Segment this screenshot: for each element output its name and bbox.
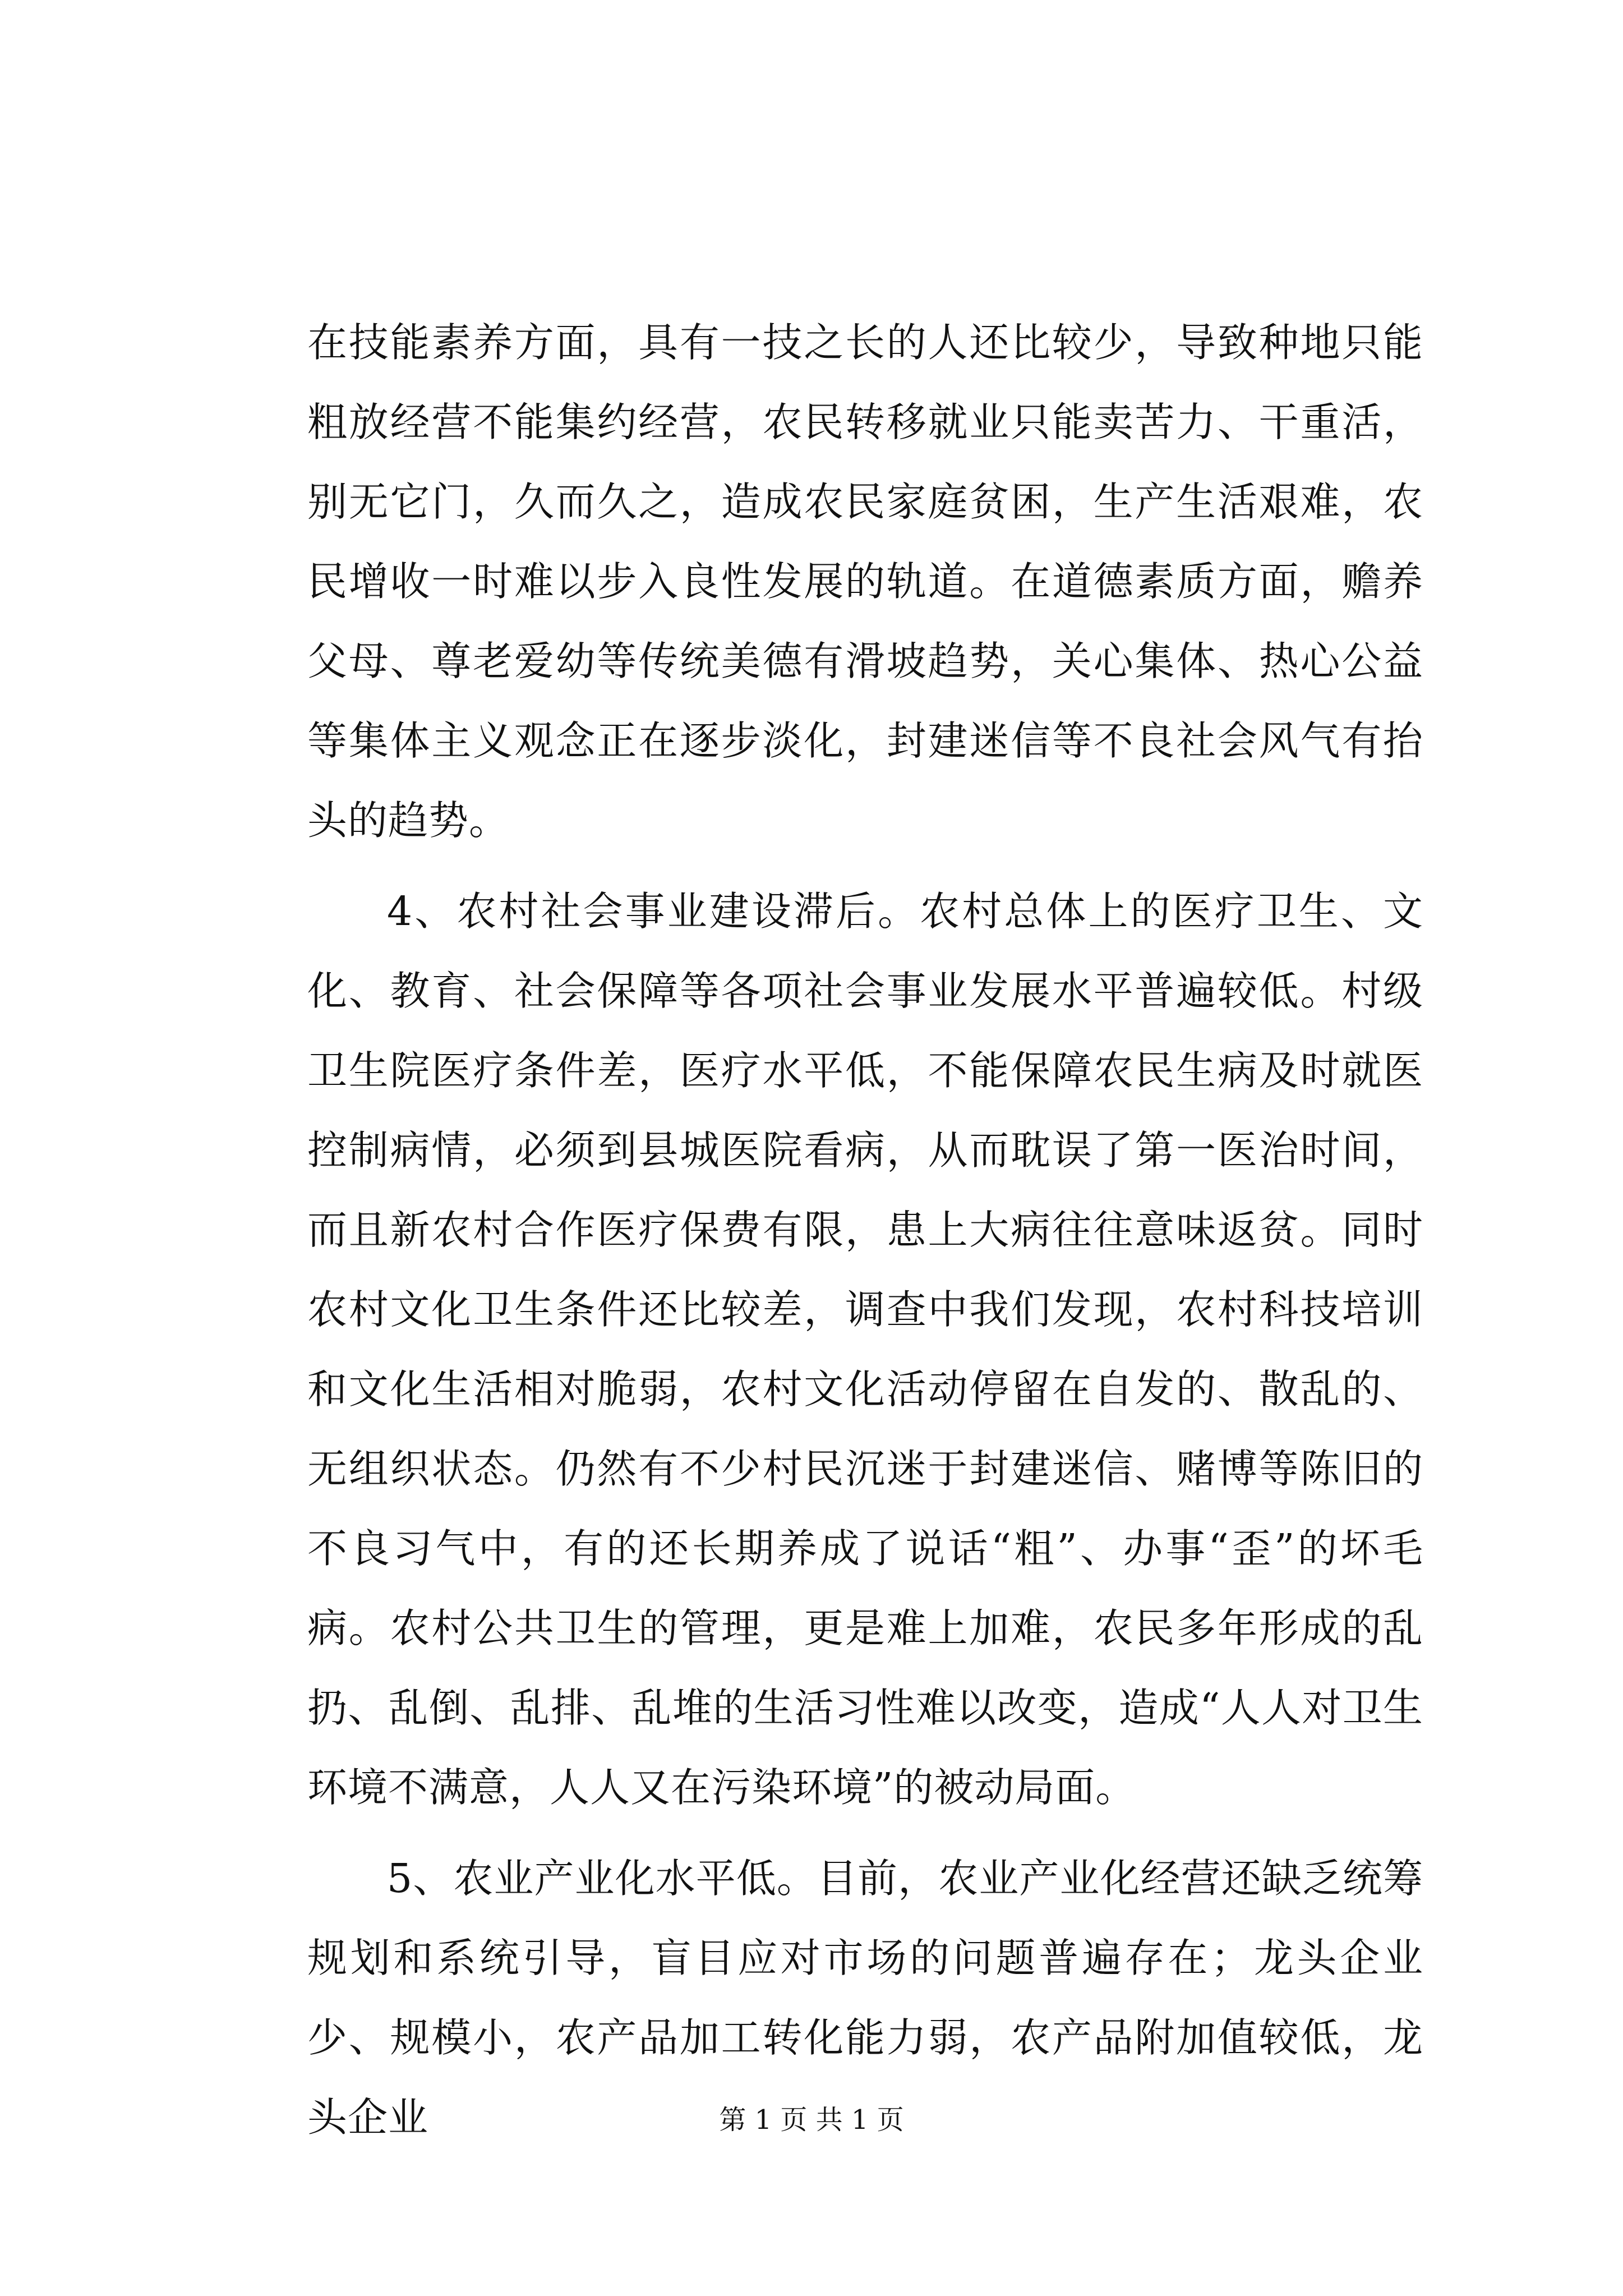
paragraph-2: 4、农村社会事业建设滞后。农村总体上的医疗卫生、文化、教育、社会保障等各项社会事业发展水平普遍较低。村级卫生院医疗条件差，医疗水平低，不能保障农民生病及时就医控制病情，必须到县城医院看病，从而耽误了第一医治时间，而且新农村合作医疗保费有限，患上大病往往意味返贫。同时农村文化卫生条件还比较差，调查中我们发现，农村科技培训和文化生活相对脆弱，农村文化活动停留在自发的、散乱的、无组织状态。仍然有不少村民沉迷于封建迷信、赌博等陈旧的不良习气中，有的还长期养成了说话“粗”、办事“歪”的坏毛病。农村公共卫生的管理，更是难上加难，农民多年形成的乱扔、乱倒、乱排、乱堆的生活习性难以改变，造成“人人对卫生环境不满意，人人又在污染环境”的被动局面。: [307, 888, 1423, 1811]
page-footer: 第 1 页 共 1 页: [719, 2104, 904, 2136]
paragraph-1: 在技能素养方面，具有一技之长的人还比较少，导致种地只能粗放经营不能集约经营，农民转移就业只能卖苦力、干重活，别无它门，久而久之，造成农民家庭贫困，生产生活艰难，农民增收一时难以步入良性发展的轨道。在道德素质方面，赡养父母、尊老爱幼等传统美德有滑坡趋势，关心集体、热心公益等集体主义观念正在逐步淡化，封建迷信等不良社会风气有抬头的趋势。: [307, 319, 1423, 844]
document-body: [307, 303, 1423, 2157]
paragraph-3: 5、农业产业化水平低。目前，农业产业化经营还缺乏统筹规划和系统引导，盲目应对市场的问题普遍存在；龙头企业少、规模小，农产品加工转化能力弱，农产品附加值较低，龙头企业: [307, 1855, 1423, 2141]
